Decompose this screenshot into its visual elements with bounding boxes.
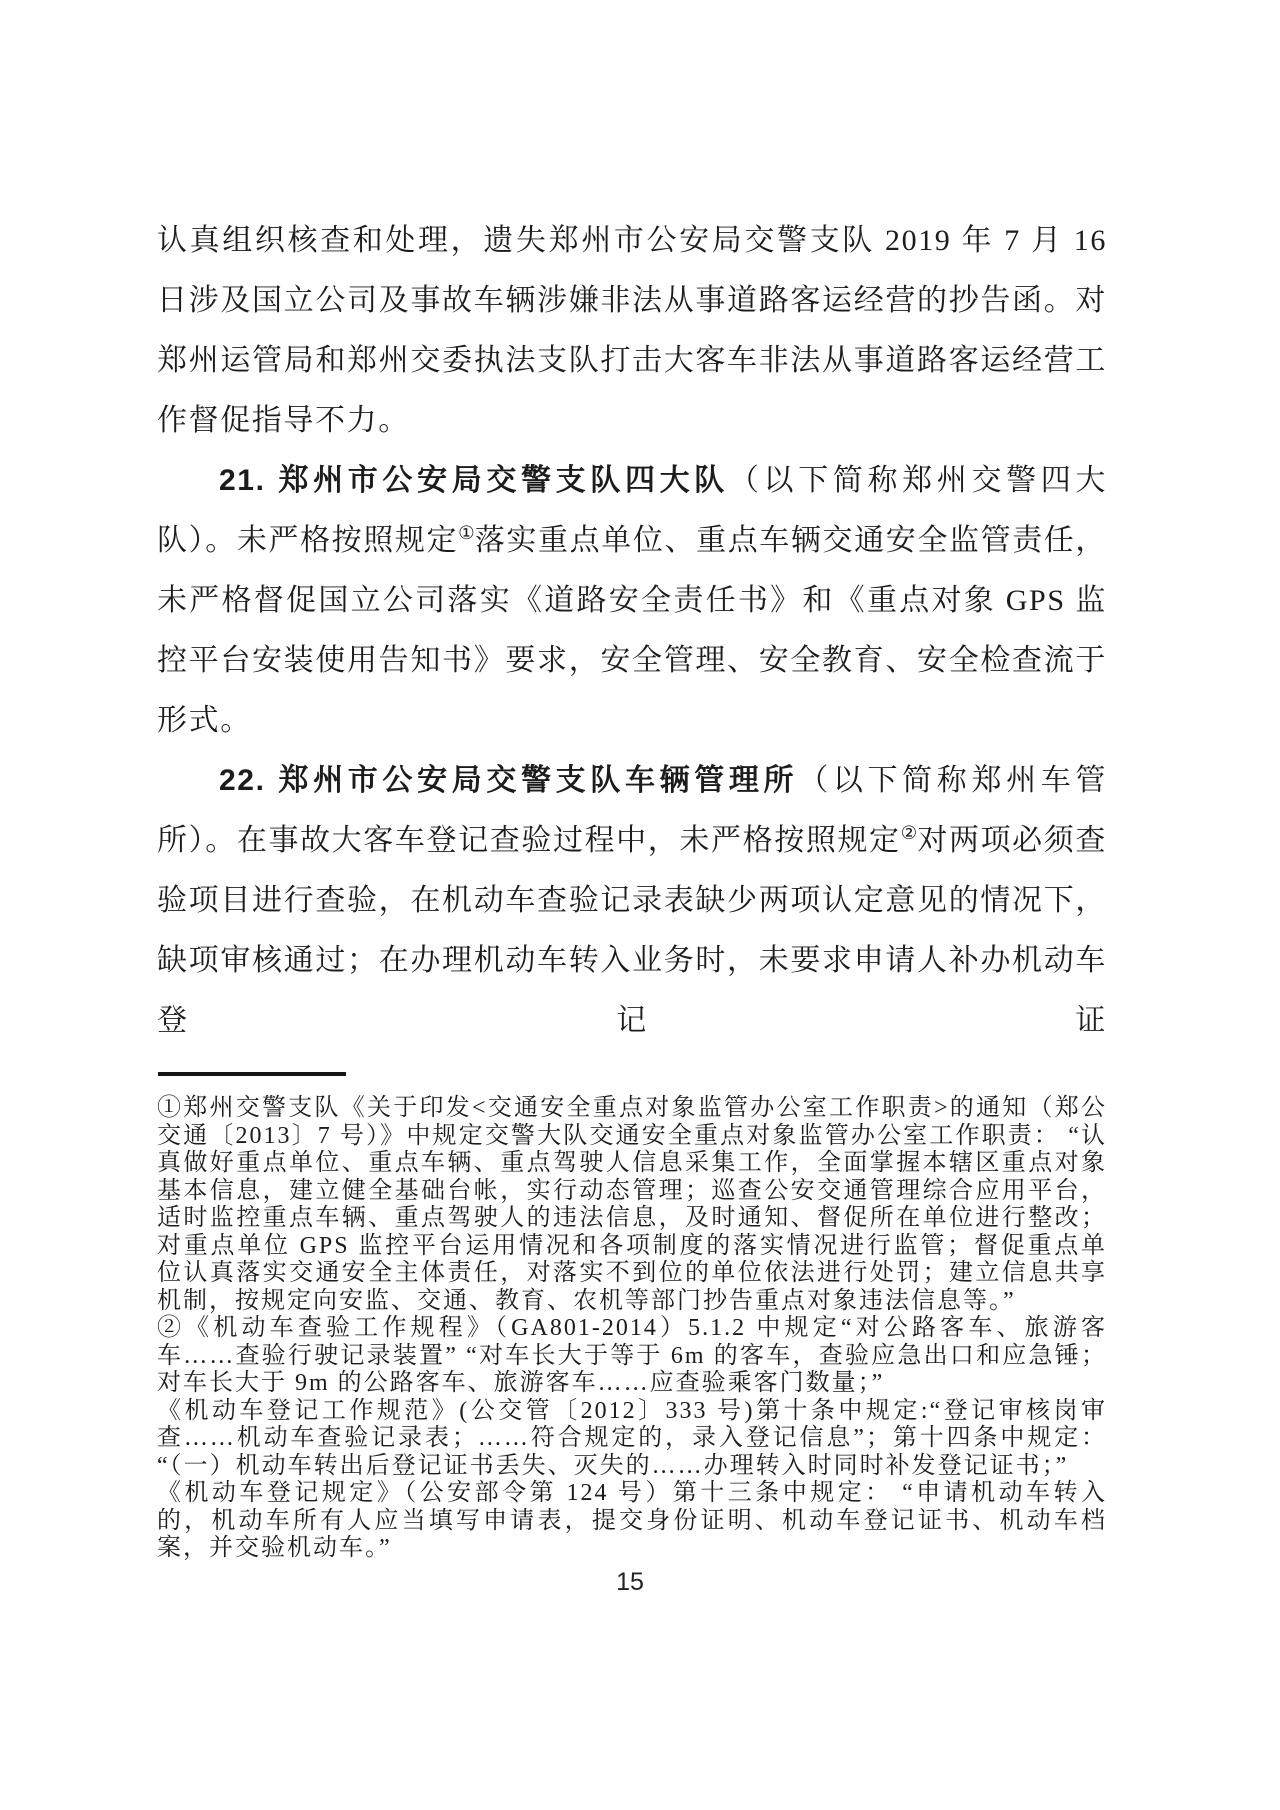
footnote-separator — [158, 1072, 346, 1076]
paragraph-21-text-after-ref: 落实重点单位、重点车辆交通安全监管责任，未严格督促国立公司落实《道路安全责任书》和《重点对象 GPS 监控平台安装使用告知书》要求，安全管理、安全教育、安全检查流于形式。 — [157, 524, 1108, 737]
footnotes-section — [157, 1095, 1107, 1563]
footnote-2: ②《机动车查验工作规程》（GA801-2014）5.1.2 中规定“对公路客车、旅游客车……查验行驶记录装置” “对车长大于等于 6m 的客车，查验应急出口和应急锤；对车长大于 9m 的公路客车、旅游客车……应查验乘客门数量；” — [157, 1315, 1107, 1396]
document-body — [157, 211, 1107, 1051]
paragraph-21-alias: （以下简称郑州交警四大队）。 — [157, 464, 1107, 557]
footnote-2-registration-provision: 《机动车登记规定》（公安部令第 124 号）第十三条中规定： “申请机动车转入的，机动车所有人应当填写申请表，提交身份证明、机动车登记证书、机动车档案，并交验机动车。” — [157, 1480, 1107, 1561]
page-number: 15 — [616, 1568, 644, 1596]
paragraph-continuation: 认真组织核查和处理，遗失郑州市公安局交警支队 2019 年 7 月 16 日涉及国立公司及事故车辆涉嫌非法从事道路客运经营的抄告函。对郑州运管局和郑州交委执法支队打击大客车非法从事道路客运经营工作督促指导不力。 — [157, 224, 1107, 437]
footnote-1: ①郑州交警支队《关于印发<交通安全重点对象监管办公室工作职责>的通知（郑公交通〔2013〕7 号）》中规定交警大队交通安全重点对象监管办公室工作职责： “认真做好重点单位、重点车辆、重点驾驶人信息采集工作，全面掌握本辖区重点对象基本信息，建立健全基础台帐，实行动态管理；巡查公安交通管理综合应用平台，适时监控重点车辆、重点驾驶人的违法信息，及时通知、督促所在单位进行整改；对重点单位 GPS 监控平台运用情况和各项制度的落实情况进行监管；督促重点单位认真落实交通安全主体责任，对落实不到位的单位依法进行处罚；建立信息共享机制，按规定向安监、交通、教育、农机等部门抄告重点对象违法信息等。” — [157, 1095, 1107, 1314]
paragraph-22-alias: （以下简称郑州车管所）。 — [157, 764, 1107, 857]
paragraph-22 — [157, 751, 1107, 1051]
footnote-ref-1-mark: ① — [458, 523, 475, 544]
footnote-2-registration-standard: 《机动车登记工作规范》(公交管〔2012〕333 号)第十条中规定:“登记审核岗审查……机动车查验记录表；……符合规定的，录入登记信息”；第十四条中规定： “（一）机动车转出后登记证书丢失、灭失的……办理转入时同时补发登记证书；” — [157, 1397, 1107, 1479]
paragraph-22-text-before-ref: 在事故大客车登记查验过程中，未严格按照规定 — [236, 824, 901, 857]
paragraph-22-heading: 22. 郑州市公安局交警支队车辆管理所 — [219, 764, 799, 797]
paragraph-22-text-after-ref: 对两项必须查验项目进行查验，在机动车查验记录表缺少两项认定意见的情况下，缺项审核通过；在办理机动车转入业务时，未要求申请人补办机动车登记证 — [157, 824, 1107, 1037]
footnote-ref-2-mark: ② — [900, 823, 918, 844]
paragraph-21 — [157, 451, 1107, 751]
paragraph-21-text-before-ref: 未严格按照规定 — [236, 524, 459, 557]
paragraph-21-heading: 21. 郑州市公安局交警支队四大队 — [219, 464, 729, 497]
